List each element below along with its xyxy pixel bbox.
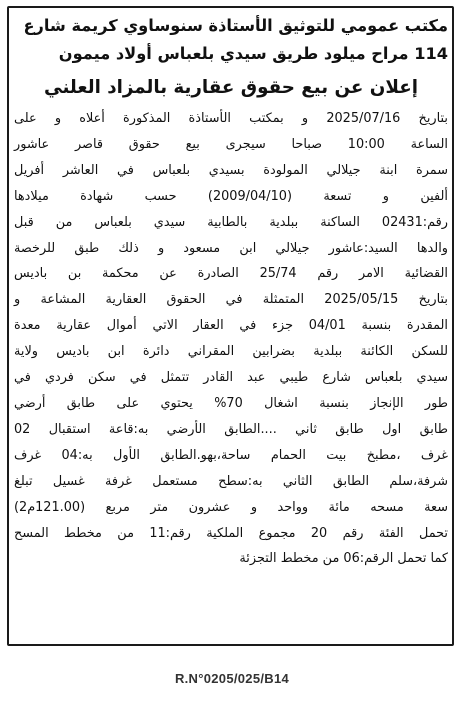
body-line-4: ألفين و تسعة (2009/04/10) حسب شهادة ميلادها [14,188,448,204]
body-line-9: المقدرة بنسبة 04/01 جزء في العقار الاتي أموال عقارية معدة [14,318,448,334]
body-line-1: بتاريخ 2025/07/16 و بمكتب الأستاذة المذكورة أعلاه و على [14,111,448,126]
body-line-13: طابق اول طابق ثاني ....الطابق الأرضي به:قاعة استقبال 02 [14,421,448,437]
body-line-10: للسكن الكائنة ببلدية بضرابين المقراني دائرة ابن باديس ولاية [14,344,448,360]
body-line-15: شرفة،سلم الطابق الثاني به:سطح مستعمل غرفة غسيل تبلغ [14,473,448,489]
auction-notice [14,12,448,572]
notice-title: إعلان عن بيع حقوق عقارية بالمزاد العلني [43,77,419,98]
body-line-5: رقم:02431 الساكنة ببلدية بالطابية سيدي بلعباس من قبل [14,214,448,230]
body-line-14: غرف ،مطبخ بيت الحمام ساحة،بهو.الطابق الأول به:04 غرف [14,447,448,463]
body-line-17: تحمل الفئة رقم 20 مجموع الملكية رقم:11 من مخطط المسح [14,525,448,541]
body-line-8: بتاريخ 2025/05/15 المتمثلة في الحقوق العقارية المشاعة و [14,292,449,308]
body-line-7: القضائية الامر رقم 25/74 الصادرة عن محكمة بن باديس [14,266,448,282]
notice-body [14,106,448,572]
reference-number: R.N°0205/025/B14 [174,671,290,686]
body-line-16: سعة مسحه مائة وواحد و عشرون متر مربع (121.00م2) [14,499,448,515]
body-line-2: الساعة 10:00 صباحا سيجرى بيع حقوق قاصر عاشور [14,136,448,152]
body-line-18: كما تحمل الرقم:06 من مخطط التجزئة [239,551,448,567]
body-line-11: سيدي بلعباس شارع طيبي عبد القادر تتمثل في سكن فردي في [14,370,448,386]
body-line-3: سمرة ابنة جيلالي المولودة بسيدي بلعباس في العاشر أفريل [14,162,448,178]
body-line-12: طور الإنجاز بنسبة اشغال 70% يحتوي على طابق أرضي [14,395,448,411]
office-line-2: 114 مراح ميلود طريق سيدي بلعباس أولاد ميمون [58,44,448,63]
body-line-6: والدها السيد:عاشور جيلالي ابن مسعود و ذلك طبق للرخصة [14,240,448,256]
office-line-1: مكتب عمومي للتوثيق الأستاذة سنوساوي كريمة شارع [23,16,448,35]
